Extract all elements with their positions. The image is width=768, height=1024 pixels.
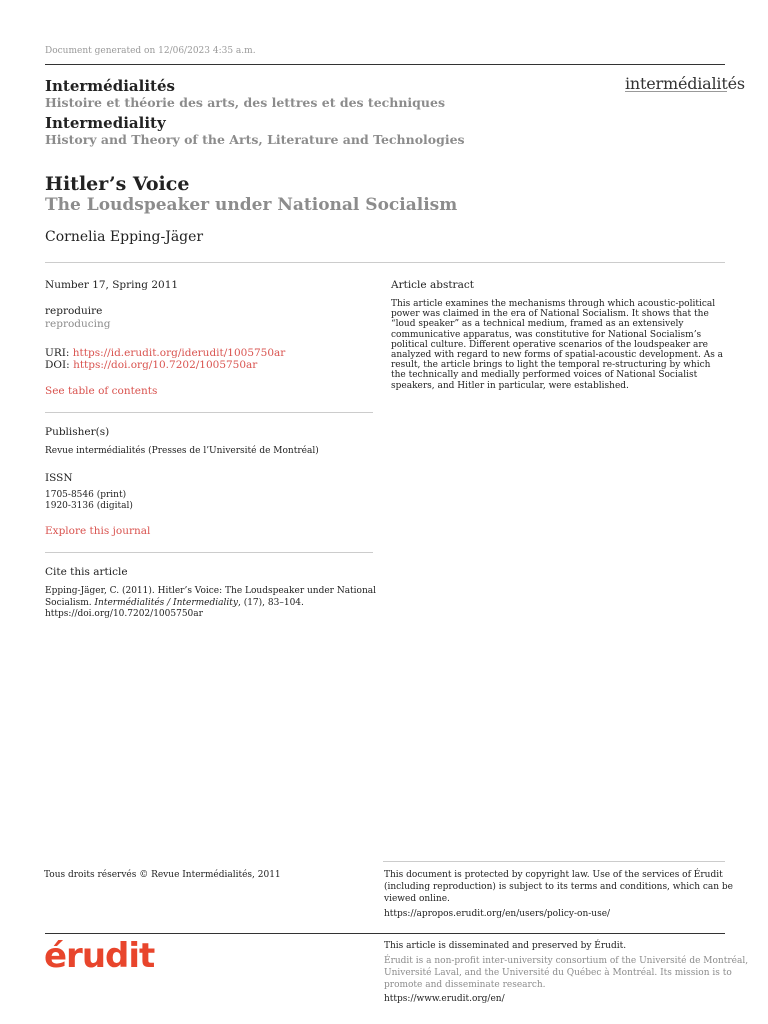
publisher-name: Revue intermédialités (Presses de l’Université de Montréal)	[45, 446, 319, 456]
issue-number: Number 17, Spring 2011	[45, 279, 179, 291]
generated-date: Document generated on 12/06/2023 4:35 a.m.	[45, 46, 256, 56]
copyright-line-1: This document is protected by copyright law. Use of the services of Érudit	[384, 870, 723, 880]
article-author: Cornelia Epping-Jäger	[45, 229, 204, 245]
theme-fr: reproduire	[45, 305, 103, 317]
abstract-text: This article examines the mechanisms through which acoustic-political power was claimed in the era of National Socialism. It shows that the “loud speaker” as a technical medium, framed as an extensively communicative apparatus, was constitutive for National Socialism’s political culture. Different operative scenarios of the loudspeaker are analyzed with regard to new forms of spatial-acoustic development. As a result, the article brings to light the temporal re-structuring by which the technically and medially performed voices of National Socialist speakers, and Hitler in particular, were established.	[391, 299, 724, 391]
dissemination-notice: This article is disseminated and preserved by Érudit.	[384, 941, 627, 951]
journal-title-fr: Intermédialités	[45, 77, 175, 95]
cite-label: Cite this article	[45, 566, 128, 578]
erudit-desc-line-3: promote and disseminate research.	[384, 980, 546, 990]
uri-link[interactable]: https://id.erudit.org/iderudit/1005750ar	[72, 347, 286, 359]
erudit-desc-line-2: Université Laval, and the Université du Québec à Montréal. Its mission is to	[384, 968, 732, 978]
abstract-label: Article abstract	[391, 279, 474, 291]
theme-en: reproducing	[45, 318, 111, 330]
uri-line	[45, 347, 285, 359]
footer-divider	[45, 933, 725, 934]
left-divider-1	[45, 412, 373, 413]
erudit-link[interactable]: https://www.erudit.org/en/	[384, 994, 505, 1004]
explore-journal-link[interactable]: Explore this journal	[45, 525, 151, 537]
citation-journal: Intermédialités / Intermediality	[94, 598, 238, 608]
journal-subtitle-fr: Histoire et théorie des arts, des lettres et des techniques	[45, 95, 445, 110]
top-divider	[45, 64, 725, 65]
uri-label: URI:	[45, 347, 70, 359]
citation-text: Socialism.	[45, 598, 95, 608]
rights-notice: Tous droits réservés © Revue Intermédialités, 2011	[44, 870, 281, 880]
doi-label: DOI:	[45, 359, 70, 371]
doi-line	[45, 359, 257, 371]
copyright-line-2: (including reproduction) is subject to its terms and conditions, which can be	[384, 882, 734, 892]
issn-digital: 1920-3136 (digital)	[45, 501, 133, 511]
left-divider-2	[45, 552, 373, 553]
erudit-logo: érudit	[44, 936, 155, 976]
footer-divider-right	[383, 861, 725, 862]
article-title: Hitler’s Voice	[45, 173, 190, 195]
issn-print: 1705-8546 (print)	[45, 490, 127, 500]
publisher-label: Publisher(s)	[45, 426, 110, 438]
article-subtitle: The Loudspeaker under National Socialism	[45, 195, 458, 215]
journal-title-en: Intermediality	[45, 114, 166, 132]
citation-pages: , (17), 83–104.	[237, 598, 304, 608]
journal-subtitle-en: History and Theory of the Arts, Literature and Technologies	[45, 132, 465, 147]
citation-line-2	[45, 598, 304, 609]
issn-label: ISSN	[45, 472, 73, 484]
copyright-line-3: viewed online.	[384, 894, 450, 904]
citation-line-1: Epping-Jäger, C. (2011). Hitler’s Voice: The Loudspeaker under National	[45, 586, 377, 596]
toc-link[interactable]: See table of contents	[45, 385, 158, 397]
journal-logo: intermédialités	[625, 74, 745, 93]
citation-line-3: https://doi.org/10.7202/1005750ar	[45, 609, 203, 619]
journal-logo-rule	[625, 91, 727, 92]
section-divider	[45, 262, 725, 263]
doi-link[interactable]: https://doi.org/10.7202/1005750ar	[73, 359, 258, 371]
policy-link[interactable]: https://apropos.erudit.org/en/users/policy-on-use/	[384, 909, 611, 919]
erudit-desc-line-1: Érudit is a non-profit inter-university consortium of the Université de Montréal,	[384, 956, 749, 966]
